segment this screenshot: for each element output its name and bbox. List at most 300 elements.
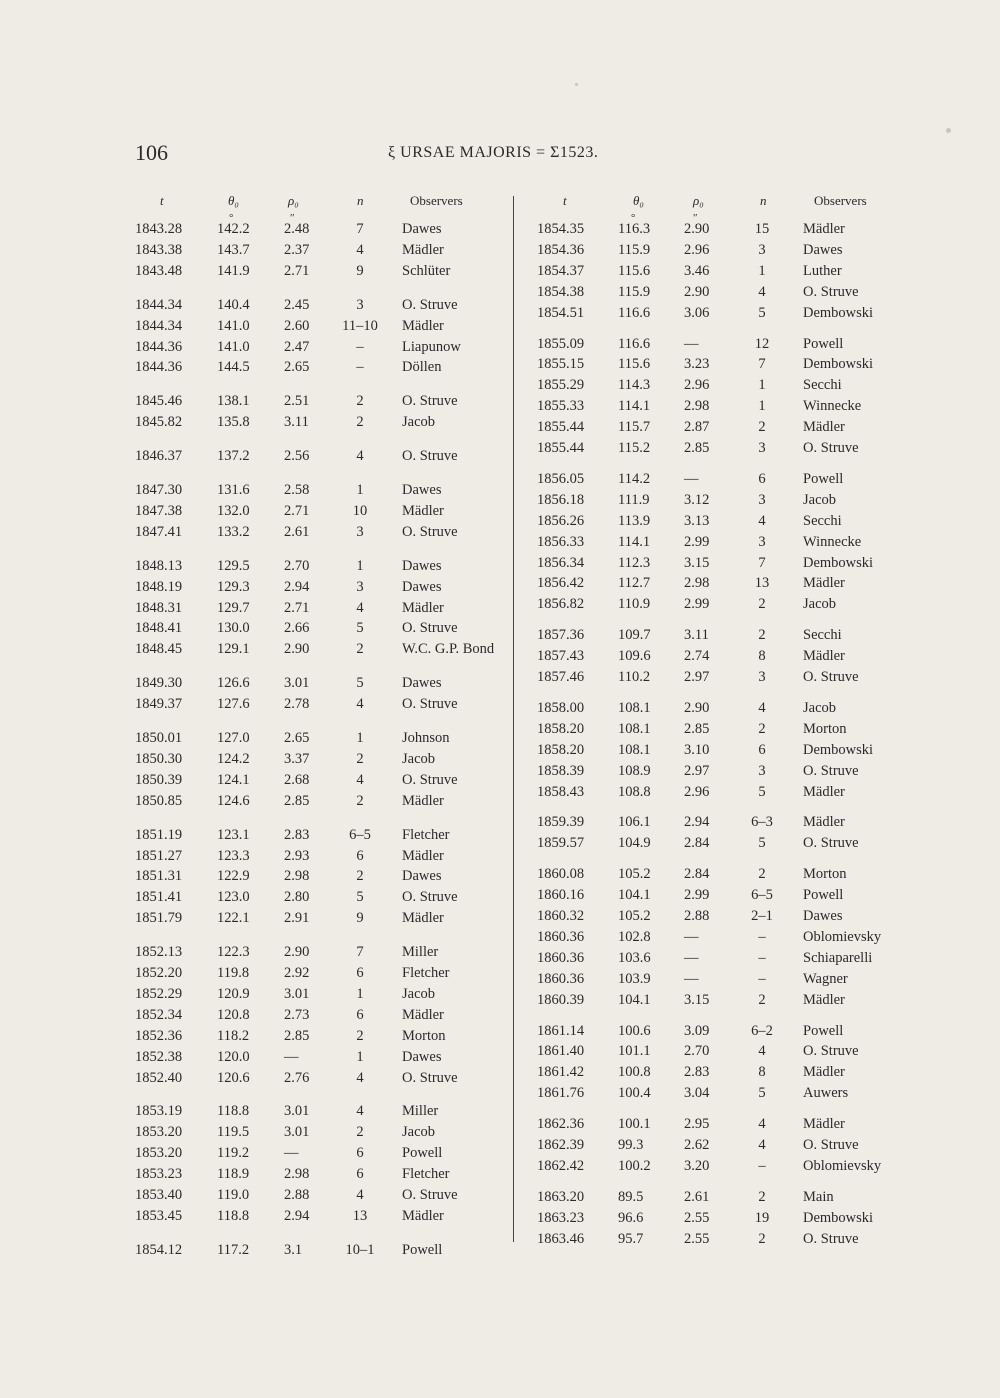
cell-theta: 103.9	[618, 970, 651, 987]
cell-observer: Morton	[803, 720, 847, 737]
cell-theta: 104.1	[618, 887, 651, 904]
cell-epoch: 1860.36	[537, 928, 585, 945]
cell-rho: 2.61	[284, 523, 310, 540]
table-row	[0, 336, 1000, 357]
cell-rho: 2.84	[684, 835, 710, 852]
cell-epoch: 1860.32	[537, 908, 585, 924]
cell-rho: 2.70	[684, 1043, 710, 1060]
cell-observer: Mädler	[402, 792, 444, 809]
cell-observer: Mädler	[402, 599, 444, 616]
cell-epoch: 1861.14	[537, 1022, 585, 1039]
cell-n: 3	[758, 533, 766, 550]
cell-observer: Fletcher	[402, 965, 450, 981]
cell-epoch: 1852.40	[135, 1069, 183, 1086]
cell-n: 15	[754, 221, 770, 237]
cell-theta: 115.7	[618, 419, 651, 436]
cell-theta: 100.2	[618, 1157, 651, 1174]
cell-observer: Mädler	[402, 1006, 444, 1023]
cell-observer: Mädler	[803, 221, 845, 237]
cell-epoch: 1858.43	[537, 783, 585, 800]
cell-n: 4	[758, 1116, 766, 1133]
cell-rho: 2.71	[284, 599, 310, 616]
cell-n: 3	[356, 523, 364, 540]
cell-n: 6	[758, 470, 766, 487]
cell-epoch: 1861.40	[537, 1043, 585, 1060]
cell-n: 6–2	[751, 1022, 773, 1039]
cell-n: 7	[356, 221, 364, 237]
table-row	[0, 627, 1000, 648]
cell-rho: —	[684, 970, 699, 987]
table-row	[0, 814, 1000, 835]
cell-epoch: 1845.46	[135, 393, 183, 410]
cell-n: 1	[356, 1048, 364, 1065]
cell-rho: 3.04	[684, 1085, 710, 1102]
cell-rho: 2.96	[684, 783, 710, 800]
cell-epoch: 1848.13	[135, 557, 183, 574]
cell-theta: 120.9	[217, 985, 250, 1002]
table-row	[0, 305, 1000, 326]
cell-n: 4	[356, 1187, 364, 1203]
cell-rho: 2.71	[284, 502, 310, 519]
cell-epoch: 1851.19	[135, 826, 183, 843]
cell-epoch: 1859.57	[537, 835, 585, 852]
cell-observer: Morton	[402, 1027, 446, 1044]
cell-n: 8	[758, 1064, 766, 1081]
cell-n: 2	[356, 1124, 364, 1141]
cell-observer: Auwers	[803, 1085, 849, 1102]
cell-theta: 115.9	[618, 241, 651, 258]
table-row	[0, 908, 1000, 929]
cell-epoch: 1851.31	[135, 868, 183, 885]
cell-rho: 2.76	[284, 1069, 310, 1086]
cell-n: 10	[352, 502, 368, 519]
cell-theta: 118.2	[217, 1027, 250, 1044]
cell-n: –	[758, 949, 766, 966]
cell-observer: O. Struve	[803, 440, 859, 456]
cell-rho: 3.01	[284, 675, 310, 692]
cell-theta: 135.8	[217, 414, 250, 431]
cell-n: 4	[356, 1069, 364, 1086]
cell-observer: Secchi	[803, 512, 842, 529]
cell-rho: 3.11	[284, 414, 309, 431]
cell-epoch: 1852.13	[135, 944, 183, 961]
cell-epoch: 1856.33	[537, 533, 585, 550]
cell-epoch: 1843.28	[135, 221, 183, 237]
cell-observer: Powell	[402, 1145, 443, 1162]
cell-theta: 124.1	[217, 771, 250, 788]
cell-epoch: 1844.34	[135, 317, 183, 334]
cell-n: 1	[356, 730, 364, 746]
cell-epoch: 1843.48	[135, 262, 183, 279]
cell-n: 1	[356, 557, 364, 574]
cell-theta: 143.7	[217, 241, 250, 258]
cell-rho: 2.85	[684, 720, 710, 737]
cell-theta: 129.7	[217, 599, 250, 616]
cell-epoch: 1851.27	[135, 847, 183, 864]
cell-observer: Dawes	[402, 675, 442, 692]
cell-theta: 106.1	[618, 814, 651, 831]
cell-theta: 118.8	[217, 1103, 250, 1120]
cell-observer: Jacob	[803, 699, 837, 716]
table-row	[0, 356, 1000, 377]
cell-observer: O. Struve	[402, 620, 458, 637]
cell-observer: Jacob	[402, 1124, 436, 1141]
cell-observer: Morton	[803, 866, 847, 883]
cell-observer: Dembowski	[803, 356, 874, 373]
cell-rho: 3.06	[684, 304, 710, 321]
cell-theta: 141.9	[217, 262, 250, 279]
cell-n: 8	[758, 648, 766, 665]
cell-rho: 3.01	[284, 1103, 310, 1120]
cell-observer: Jacob	[402, 750, 436, 767]
cell-observer: Dembowski	[803, 741, 874, 758]
cell-rho: 2.58	[284, 482, 310, 498]
cell-observer: Mädler	[803, 783, 845, 800]
cell-epoch: 1844.36	[135, 359, 183, 376]
cell-n: 13	[754, 575, 770, 592]
cell-observer: O. Struve	[402, 696, 458, 713]
cell-epoch: 1852.36	[135, 1027, 183, 1044]
cell-theta: 109.6	[618, 648, 651, 665]
cell-rho: 2.96	[684, 377, 710, 394]
cell-n: 2	[758, 1188, 766, 1205]
table-row	[0, 492, 1000, 513]
cell-rho: 2.74	[684, 648, 710, 665]
cell-theta: 129.3	[217, 578, 250, 595]
cell-rho: 2.98	[684, 575, 710, 592]
page-number: 106	[135, 140, 168, 165]
cell-n: –	[758, 970, 766, 987]
cell-theta: 116.6	[618, 304, 651, 321]
cell-n: 7	[758, 356, 766, 373]
cell-rho: 2.73	[284, 1006, 310, 1023]
cell-observer: Jacob	[402, 985, 436, 1002]
cell-rho: —	[684, 928, 699, 945]
cell-rho: 3.01	[284, 1124, 310, 1141]
cell-rho: 2.45	[284, 296, 310, 313]
cell-theta: 118.9	[217, 1166, 250, 1183]
cell-epoch: 1852.38	[135, 1048, 183, 1065]
cell-epoch: 1858.39	[537, 762, 585, 779]
cell-n: 1	[356, 482, 364, 498]
table-row	[0, 263, 1000, 284]
cell-n: 5	[758, 304, 766, 321]
cell-theta: 104.9	[618, 835, 651, 852]
cell-rho: 3.11	[684, 627, 709, 644]
cell-theta: 109.7	[618, 627, 651, 644]
cell-n: 6–3	[751, 814, 773, 831]
cell-rho: 2.55	[684, 1209, 710, 1226]
cell-epoch: 1856.05	[537, 470, 585, 487]
cell-observer: Wagner	[803, 970, 848, 987]
cell-rho: 2.98	[684, 398, 710, 415]
cell-rho: 2.56	[284, 448, 310, 465]
cell-epoch: 1859.39	[537, 814, 585, 831]
table-row	[0, 534, 1000, 555]
cell-rho: 2.51	[284, 393, 310, 410]
theta-unit-left: °	[229, 212, 234, 224]
cell-rho: 2.84	[684, 866, 710, 883]
cell-rho: 3.01	[284, 985, 310, 1002]
cell-observer: Miller	[402, 944, 439, 961]
table-row	[0, 971, 1000, 992]
cell-rho: 2.80	[284, 889, 310, 906]
cell-rho: 3.09	[684, 1022, 710, 1039]
cell-observer: Mädler	[803, 991, 845, 1008]
cell-observer: O. Struve	[402, 1187, 458, 1203]
cell-epoch: 1853.45	[135, 1207, 183, 1224]
cell-theta: 116.6	[618, 335, 651, 352]
cell-rho: 2.93	[284, 847, 310, 864]
cell-rho: 2.90	[684, 221, 710, 237]
cell-observer: Fletcher	[402, 1166, 450, 1183]
cell-theta: 118.8	[217, 1207, 250, 1224]
cell-n: 3	[758, 241, 766, 258]
cell-observer: Jacob	[803, 596, 837, 613]
table-row	[0, 763, 1000, 784]
cell-theta: 108.1	[618, 720, 651, 737]
header-observers-left: Observers	[410, 193, 463, 208]
cell-observer: Luther	[803, 262, 842, 279]
cell-theta: 131.6	[217, 482, 250, 498]
cell-observer: Dawes	[402, 1048, 442, 1065]
cell-epoch: 1853.20	[135, 1124, 183, 1141]
table-row	[0, 1023, 1000, 1044]
cell-observer: O. Struve	[803, 669, 859, 685]
cell-observer: Jacob	[803, 491, 837, 508]
cell-epoch: 1855.09	[537, 335, 585, 352]
cell-theta: 114.2	[618, 470, 651, 487]
cell-epoch: 1846.37	[135, 448, 183, 465]
cell-rho: 3.23	[684, 356, 710, 373]
cell-n: 4	[356, 241, 364, 258]
cell-rho: 2.85	[284, 792, 310, 809]
cell-theta: 122.9	[217, 868, 250, 885]
cell-observer: Mädler	[803, 1064, 845, 1081]
cell-theta: 114.1	[618, 533, 651, 550]
cell-observer: Powell	[803, 335, 844, 352]
cell-n: 1	[356, 985, 364, 1002]
cell-epoch: 1858.00	[537, 699, 585, 716]
cell-rho: 2.88	[684, 908, 710, 924]
cell-epoch: 1858.20	[537, 720, 585, 737]
cell-epoch: 1847.38	[135, 502, 183, 519]
table-row	[0, 471, 1000, 492]
cell-theta: 117.2	[217, 1241, 250, 1258]
cell-n: 5	[356, 675, 364, 692]
cell-theta: 108.1	[618, 699, 651, 716]
cell-observer: O. Struve	[402, 523, 458, 540]
cell-observer: Mädler	[803, 1116, 845, 1133]
table-row	[0, 398, 1000, 419]
cell-rho: 2.94	[284, 578, 310, 595]
cell-observer: Döllen	[402, 359, 442, 376]
table-row	[0, 992, 1000, 1013]
cell-theta: 129.1	[217, 641, 250, 658]
cell-theta: 130.0	[217, 620, 250, 637]
table-row	[0, 1064, 1000, 1085]
cell-theta: 119.5	[217, 1124, 250, 1141]
cell-observer: Mädler	[402, 1207, 444, 1224]
cell-theta: 108.1	[618, 741, 651, 758]
cell-theta: 115.6	[618, 262, 651, 279]
cell-rho: —	[684, 335, 699, 352]
header-theta-right: θ₀	[633, 193, 644, 208]
cell-rho: 2.90	[284, 641, 310, 658]
cell-rho: 2.62	[684, 1137, 710, 1153]
cell-n: 10–1	[345, 1241, 375, 1258]
cell-n: 19	[754, 1209, 770, 1226]
cell-theta: 103.6	[618, 949, 651, 966]
cell-rho: 2.99	[684, 533, 710, 550]
cell-rho: 2.65	[284, 730, 310, 746]
cell-epoch: 1854.51	[537, 304, 585, 321]
cell-theta: 100.8	[618, 1064, 651, 1081]
cell-rho: 3.13	[684, 512, 710, 529]
cell-n: 2	[356, 393, 364, 410]
cell-n: 9	[356, 262, 364, 279]
cell-theta: 141.0	[217, 317, 250, 334]
cell-rho: 2.37	[284, 241, 310, 258]
table-row	[0, 669, 1000, 690]
cell-observer: O. Struve	[803, 1230, 859, 1247]
cell-n: 1	[758, 262, 766, 279]
cell-observer: Dawes	[402, 482, 442, 498]
cell-observer: Dawes	[803, 908, 843, 924]
cell-rho: 2.87	[684, 419, 710, 436]
cell-epoch: 1854.37	[537, 262, 585, 279]
cell-observer: Dawes	[402, 557, 442, 574]
cell-theta: 120.8	[217, 1006, 250, 1023]
cell-rho: 2.70	[284, 557, 310, 574]
cell-n: 5	[758, 835, 766, 852]
cell-epoch: 1858.20	[537, 741, 585, 758]
header-theta-left: θ₀	[228, 193, 239, 208]
cell-theta: 114.1	[618, 398, 651, 415]
table-row	[0, 1207, 1000, 1231]
cell-epoch: 1850.01	[135, 730, 183, 746]
cell-epoch: 1848.31	[135, 599, 183, 616]
rho-unit-right: ″	[693, 212, 698, 224]
cell-epoch: 1855.29	[537, 377, 585, 394]
cell-rho: 2.94	[284, 1207, 310, 1224]
cell-observer: Mädler	[402, 317, 444, 334]
cell-observer: Schlüter	[402, 262, 451, 279]
cell-n: 5	[758, 1085, 766, 1102]
table-row	[0, 1085, 1000, 1106]
table-row	[0, 887, 1000, 908]
cell-rho: 2.94	[684, 814, 710, 831]
cell-epoch: 1857.43	[537, 648, 585, 665]
cell-theta: 116.3	[618, 221, 651, 237]
table-row	[0, 1158, 1000, 1179]
cell-epoch: 1863.20	[537, 1188, 585, 1205]
cell-n: 4	[758, 512, 766, 529]
cell-theta: 110.9	[618, 596, 651, 613]
cell-rho: 2.90	[684, 699, 710, 716]
cell-n: 3	[356, 296, 364, 313]
cell-n: 2–1	[751, 908, 773, 924]
cell-n: 7	[356, 944, 364, 961]
cell-n: 9	[356, 910, 364, 927]
cell-rho: 2.66	[284, 620, 310, 637]
cell-observer: Miller	[402, 1103, 439, 1120]
cell-n: 5	[356, 620, 364, 637]
cell-observer: O. Struve	[803, 1137, 859, 1153]
cell-epoch: 1844.34	[135, 296, 183, 313]
cell-n: 6	[356, 965, 364, 981]
cell-n: 4	[758, 699, 766, 716]
cell-epoch: 1850.85	[135, 792, 183, 809]
cell-epoch: 1857.36	[537, 627, 585, 644]
table-row	[0, 1043, 1000, 1064]
cell-observer: O. Struve	[402, 448, 458, 465]
cell-epoch: 1854.38	[537, 283, 585, 300]
theta-unit-right: °	[631, 212, 636, 224]
cell-theta: 133.2	[217, 523, 250, 540]
cell-n: 4	[758, 283, 766, 300]
table-row	[0, 784, 1000, 805]
cell-epoch: 1855.44	[537, 440, 585, 456]
cell-observer: Powell	[803, 887, 844, 904]
cell-epoch: 1853.23	[135, 1166, 183, 1183]
cell-rho: 2.92	[284, 965, 310, 981]
cell-theta: 119.0	[217, 1187, 250, 1203]
table-row	[0, 1231, 1000, 1252]
cell-observer: Schiaparelli	[803, 949, 873, 966]
cell-theta: 140.4	[217, 296, 250, 313]
cell-observer: Mädler	[803, 648, 845, 665]
cell-theta: 119.8	[217, 965, 250, 981]
header-observers-right: Observers	[814, 193, 867, 208]
cell-epoch: 1862.42	[537, 1157, 585, 1174]
cell-n: 3	[758, 669, 766, 685]
cell-epoch: 1860.39	[537, 991, 585, 1008]
cell-n: 4	[758, 1043, 766, 1060]
cell-rho: 2.91	[284, 910, 310, 927]
cell-n: 2	[758, 866, 766, 883]
cell-theta: 123.0	[217, 889, 250, 906]
cell-observer: Mädler	[402, 910, 444, 927]
cell-rho: 2.83	[284, 826, 310, 843]
paper-speck	[946, 128, 951, 133]
cell-observer: O. Struve	[803, 762, 859, 779]
cell-epoch: 1860.16	[537, 887, 585, 904]
cell-observer: Dembowski	[803, 554, 874, 571]
cell-theta: 108.9	[618, 762, 651, 779]
header-n-right: n	[760, 193, 767, 208]
cell-rho: 2.85	[684, 440, 710, 456]
cell-theta: 144.5	[217, 359, 250, 376]
cell-observer: Dawes	[402, 221, 442, 237]
cell-theta: 127.0	[217, 730, 250, 746]
cell-rho: 3.37	[284, 750, 310, 767]
cell-observer: Jacob	[402, 414, 436, 431]
cell-n: 13	[352, 1207, 368, 1224]
cell-observer: Dawes	[402, 868, 442, 885]
cell-n: 2	[356, 414, 364, 431]
table-row	[0, 721, 1000, 742]
cell-theta: 115.2	[618, 440, 651, 456]
header-n-left: n	[357, 193, 364, 208]
cell-rho: 2.98	[284, 1166, 310, 1183]
cell-theta: 138.1	[217, 393, 250, 410]
cell-epoch: 1853.20	[135, 1145, 183, 1162]
cell-observer: Secchi	[803, 627, 842, 644]
cell-observer: O. Struve	[402, 296, 458, 313]
cell-rho: 2.60	[284, 317, 310, 334]
cell-rho: 2.90	[684, 283, 710, 300]
